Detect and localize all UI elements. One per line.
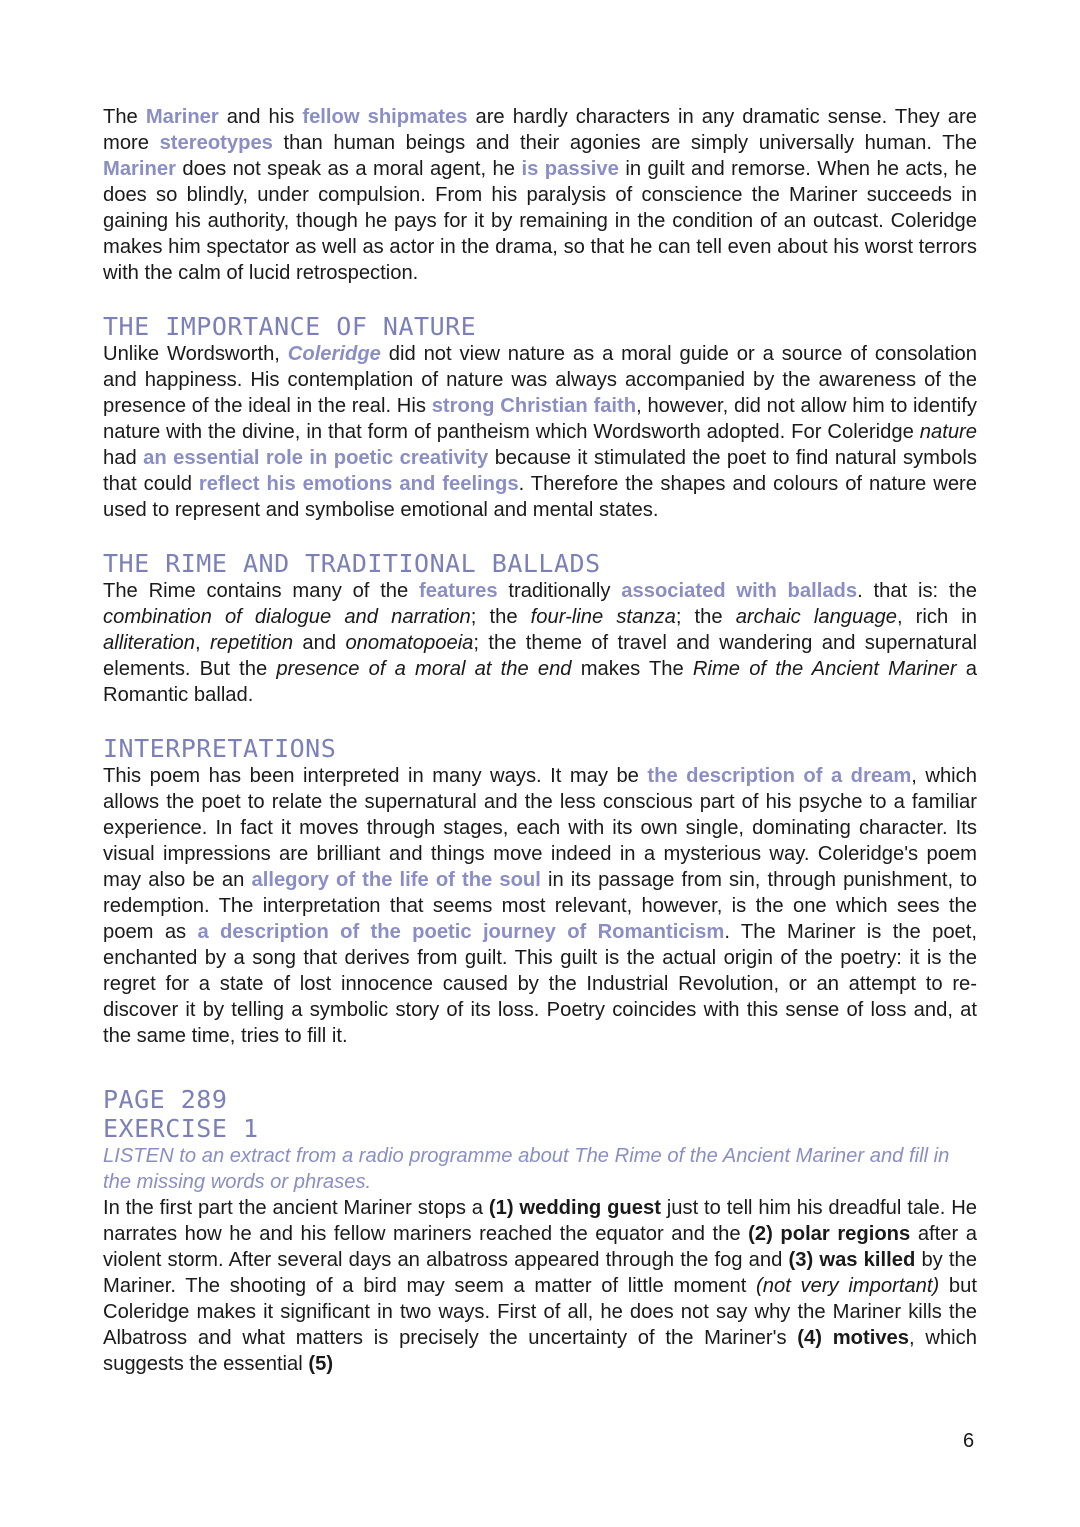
highlight: is passive (521, 158, 619, 180)
exercise-text: In the first part the ancient Mariner stops a (1) wedding guest just to tell him his dreadful tale. He narrates how he and his fellow mariners reached the equator and the (2) polar regions after a violent storm. After several days an albatross appeared through the fog and (3) was killed by the Mariner. The shooting of a bird may seem a matter of little moment (not very important) but Coleridge makes it significant in two ways. First of all, he does not say why the Mariner kills the Albatross and what matters is precisely the uncertainty of the Mariner's (4) motives, which suggests the essential (5) (103, 1197, 978, 1375)
exercise-heading: EXERCISE 1 (103, 1114, 259, 1143)
highlight: an essential role in poetic creativity (143, 447, 489, 469)
highlight: strong Christian faith (431, 395, 637, 417)
highlight: features (419, 580, 498, 602)
highlight: allegory of the life of the soul (251, 869, 541, 891)
highlight: the description of a dream (647, 765, 912, 787)
document-page (103, 104, 977, 1377)
highlight: Mariner (103, 158, 176, 180)
answer: (1) wedding guest (488, 1197, 661, 1219)
answer: (5) (308, 1353, 334, 1375)
answer: (2) polar regions (748, 1223, 911, 1245)
section-heading-interpretations: INTERPRETATIONS (103, 734, 337, 763)
highlight: associated with ballads (621, 580, 858, 602)
highlight: Coleridge (287, 343, 381, 365)
highlight: stereotypes (159, 132, 273, 154)
answer: (3) was killed (788, 1249, 916, 1271)
answer: (4) motives (797, 1327, 910, 1349)
page-reference-heading: PAGE 289 (103, 1085, 228, 1114)
highlight: Mariner (145, 106, 219, 128)
ballads-paragraph: The Rime contains many of the features traditionally associated with ballads. that is: the combination of dialogue and narration; the four-line stanza; the archaic language, rich in alliteration, repetition and onomatopoeia; the theme of travel and wandering and supernatural elements. But the presence of a moral at the end makes The Rime of the Ancient Mariner a Romantic ballad. (103, 580, 978, 706)
page-number: 6 (963, 1430, 975, 1452)
nature-paragraph: Unlike Wordsworth, Coleridge did not view nature as a moral guide or a source of consolation and happiness. His contemplation of nature was always accompanied by the awareness of the presence of the ideal in the real. His strong Christian faith, however, did not allow him to identify nature with the divine, in that form of pantheism which Wordsworth adopted. For Coleridge nature had an essential role in poetic creativity because it stimulated the poet to find natural symbols that could reflect his emotions and feelings. Therefore the shapes and colours of nature were used to represent and symbolise emotional and mental states. (103, 343, 978, 521)
highlight: fellow shipmates (302, 106, 468, 128)
highlight: reflect his emotions and feelings (198, 473, 519, 495)
exercise-instruction: LISTEN to an extract from a radio programme about The Rime of the Ancient Mariner and fill in the missing words or phrases. (103, 1145, 950, 1193)
intro-paragraph: The Mariner and his fellow shipmates are hardly characters in any dramatic sense. They are more stereotypes than human beings and their agonies are simply universally human. The Mariner does not speak as a moral agent, he is passive in guilt and remorse. When he acts, he does so blindly, under compulsion. From his paralysis of conscience the Mariner succeeds in gaining his authority, though he pays for it by remaining in the condition of an outcast. Coleridge makes him spectator as well as actor in the drama, so that he can tell even about his worst terrors with the calm of lucid retrospection. (103, 106, 977, 284)
interpretations-paragraph: This poem has been interpreted in many ways. It may be the description of a dream, which allows the poet to relate the supernatural and the less conscious part of his psyche to a familiar experience. In fact it moves through stages, each with its own single, dominating character. Its visual impressions are brilliant and things move indeed in a mysterious way. Coleridge's poem may also be an allegory of the life of the soul in its passage from sin, through punishment, to redemption. The interpretation that seems most relevant, however, is the one which sees the poem as a description of the poetic journey of Romanticism. The Mariner is the poet, enchanted by a song that derives from guilt. This guilt is the actual origin of the poetry: it is the regret for a state of lost innocence caused by the Industrial Revolution, or an attempt to re-discover it by telling a symbolic story of its loss. Poetry coincides with this sense of loss and, at the same time, tries to fill it. (103, 765, 977, 1047)
section-heading-ballads: THE RIME AND TRADITIONAL BALLADS (103, 549, 601, 578)
highlight: a description of the poetic journey of Romanticism (197, 921, 725, 943)
section-heading-nature: THE IMPORTANCE OF NATURE (103, 312, 477, 341)
